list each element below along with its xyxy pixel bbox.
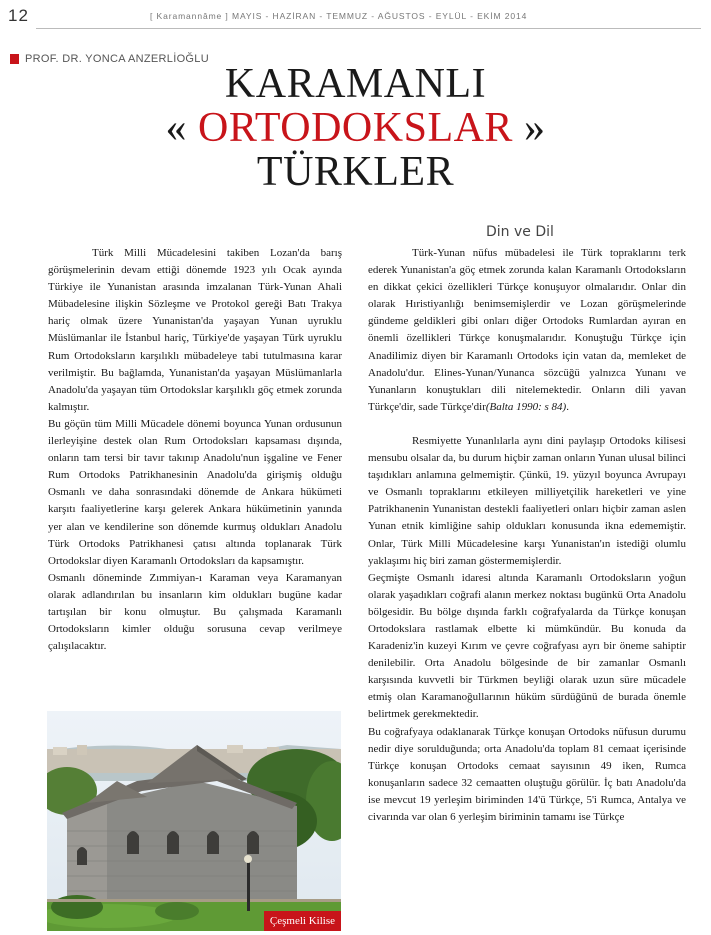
church-photo bbox=[47, 711, 341, 931]
title-highlight: ORTODOKSLAR bbox=[198, 105, 513, 151]
right-paragraph-text: Türk-Yunan nüfus mübadelesi ile Türk topraklarını terk ederek Yunanistan'a göç etmek zorunda kalan Karamanlı Ortodoksların en dikkat çekici özellikleri Türkçe konuşuyor olmalarıdır. Onlar din olarak Hıristiyanlığı benimsemişlerdir ve Lozan görüşmelerinde gündeme geldikleri gibi onları diğer Ortodoks Rumlardan ayıran en önemli özellikleri Türkçe konuşmalarıdır. Konuştuğu Türkçe için Anadilimiz diyen bir Karamanlı Ortodoks için vatan da, memleket de Anadolu'dur. Elines-Yunan/Yunanca sözcüğü yalnızca Yunanı ve Yunanların konuştukları dili nitelemektedir. Onların dili yavan Türkçe'dir, sade Türkçe'dir bbox=[368, 247, 686, 413]
title-line-1: KARAMANLI bbox=[224, 61, 487, 107]
article-title bbox=[0, 62, 711, 194]
running-head: [ Karamannâme ] MAYIS - HAZİRAN - TEMMUZ - AĞUSTOS - EYLÜL - EKİM 2014 bbox=[150, 11, 528, 21]
left-paragraph: Türk Milli Mücadelesini takiben Lozan'da barış görüşmelerinin devam ettiği dönemde 1923 yılı Ocak ayında Türkiye ile Yunanistan arasında imzalanan Türk-Yunan Ahali Mübadelesine ilişkin Sözleşme ve Protokol gereği Batı Trakya hariç olmak üzere Yunanistan'da yaşayan Yunan uyruklu Müslümanlar ile İstanbul hariç, Türkiye'de yaşayan Türk uyruklu Rum Ortodoksların karşılıklı mübadeleye tabi tutulmasına karar verilmiştir. Bu bağlamda, Yunanistan'da yaşayan Müslümanlarla Anadolu'da yaşayan tüm Ortodokslar karşılıklı göç etmek zorunda kalmıştır. bbox=[48, 247, 342, 413]
title-close-quote: » bbox=[512, 105, 546, 151]
right-column bbox=[368, 245, 686, 826]
section-heading: Din ve Dil bbox=[486, 224, 554, 240]
title-open-quote: « bbox=[165, 105, 199, 151]
photo-caption: Çeşmeli Kilise bbox=[264, 911, 341, 931]
left-column bbox=[48, 245, 342, 655]
header-rule bbox=[36, 28, 701, 29]
title-line-2 bbox=[0, 106, 711, 150]
citation: (Balta 1990: s 84) bbox=[485, 400, 567, 413]
right-paragraph: Geçmişte Osmanlı idaresi altında Karamanlı Ortodoksların yoğun olarak yaşadıkları coğrafi alanın merkez noktası bugünkü Orta Anadolu bölgesidir. Bu bölge dışında farklı coğrafyalarda da Türkçe konuşan Ortodokslara rastlamak elbette ki mümkündür. Bu konuda da Karadeniz'in kuzeyi Kırım ve çevre coğrafyası ayrı bir öneme sahiptir denilebilir. Orta Anadolu bölgesinde de bir zamanlar Osmanlı karşısında kuvvetli bir Türkmen beyliği olarak uzun süre mücadele etmiş olan Karamanoğullarının hüküm sürdüğünü de burada önemle belirtmek gerekmektedir. bbox=[368, 571, 686, 721]
title-line-3: TÜRKLER bbox=[256, 149, 455, 195]
author-name: PROF. DR. YONCA ANZERLİOĞLU bbox=[25, 53, 209, 65]
right-paragraph: Bu coğrafyaya odaklanarak Türkçe konuşan Ortodoks nüfusun durumu nedir diye sorulduğunda; orta Anadolu'da toplam 81 cemaat içerisinde Türkçe konuşan Ortodoks cemaat sayısının 49 iken, Rumca konuşanların sadece 32 cemaatten oluştuğu görülür. İç batı Anadolu'da ise mevcut 19 yerleşim biriminden 14'ü Türkçe, 5'i Rumca, Antalya ve civarında var olan 6 yerleşim biriminin tamamı ise Türkçe bbox=[368, 725, 686, 823]
left-paragraph: Bu göçün tüm Milli Mücadele dönemi boyunca Yunan ordusunun ilerleyişine destek olan Rum Ortodoksları kapsaması dışında, onların tam tersi bir tavır takınıp Anadolu'nun işgaline ve Fener Rum Ortodoks Patrikhanesinin Anadolu'da girişmiş olduğu Osmanlı ve daha sonrasındaki dönemde de Ankara hükümeti karşıtı faaliyetlerine karşı gelerek Ankara hükümetinin yanında yer alan ve kendilerine son dönemde kurmuş oldukları Anadolu Türk Ortodoks Patrikhanesi çatısı altında toplanarak Türk Ortodokslar diyen Karamanlı Ortodoksları da kapsamıştır. bbox=[48, 417, 342, 567]
right-paragraph-end: . bbox=[566, 400, 569, 413]
page-number: 12 bbox=[8, 6, 29, 25]
right-paragraph bbox=[368, 245, 686, 416]
left-paragraph: Osmanlı döneminde Zımmiyan-ı Karaman veya Karamanyan olarak adlandırılan bu insanların kim oldukları bugüne kadar tartışılan bir konu olmuştur. Bu çalışmada Karamanlı Ortodoksların kimler olduğu sorusuna cevap verilmeye çalışılacaktır. bbox=[48, 571, 342, 653]
church-illustration bbox=[47, 711, 341, 931]
right-paragraph: Resmiyette Yunanlılarla aynı dini paylaşıp Ortodoks kilisesi mensubu olsalar da, bu durum hiçbir zaman onların Yunan ulusal bilinci taşıdıkları anlamına gelmemiştir. Çünkü, 19. yüzyıl boyunca Avrupayı ve Osmanlı topraklarını etkileyen milliyetçilik hareketleri ve yine Patrikhanenin Yunanistan destekli faaliyetleri onları hiçbir zaman aslen Yunan etnik kimliğine sahip oldukları konusunda ikna edememiştir. Onlar, Türk Milli Mücadelesine karşı Yunanistan'ın istediği olumlu yaklaşımı hiç biri zaman göstermemişlerdir. bbox=[368, 434, 686, 567]
